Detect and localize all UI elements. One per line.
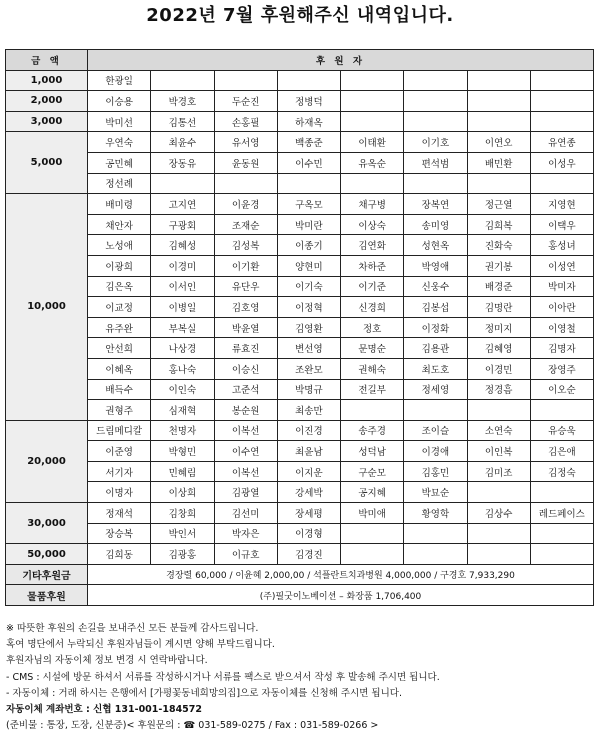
- amount-cell: 20,000: [6, 420, 88, 502]
- donor-name-cell: 이기준: [341, 276, 404, 297]
- donor-name-cell: 구순모: [341, 461, 404, 482]
- donor-name-cell: 조이슬: [404, 420, 467, 441]
- donor-name-cell: 채안자: [88, 214, 151, 235]
- donor-name-cell: 최도호: [404, 358, 467, 379]
- donor-name-cell: [151, 173, 214, 194]
- donor-name-cell: 김봉섭: [404, 297, 467, 318]
- donor-name-cell: 이명자: [88, 482, 151, 503]
- donor-name-cell: 심재혁: [151, 400, 214, 421]
- donor-name-cell: 노성애: [88, 235, 151, 256]
- donor-name-cell: 홍성녀: [530, 235, 593, 256]
- table-row: [6, 235, 594, 256]
- donor-name-cell: 송미영: [404, 214, 467, 235]
- donor-name-cell: 정호: [341, 317, 404, 338]
- amount-cell: 5,000: [6, 132, 88, 194]
- donor-name-cell: 박미선: [88, 111, 151, 132]
- donor-name-cell: [530, 111, 593, 132]
- donor-name-cell: [404, 91, 467, 112]
- donor-name-cell: 고지연: [151, 194, 214, 215]
- donor-name-cell: 김상수: [467, 503, 530, 524]
- donor-name-cell: [404, 111, 467, 132]
- donor-name-cell: [467, 482, 530, 503]
- donor-name-cell: [341, 173, 404, 194]
- donor-name-cell: 나상경: [151, 338, 214, 359]
- table-row: [6, 441, 594, 462]
- donor-name-cell: 장영주: [530, 358, 593, 379]
- donor-name-cell: 레드페이스: [530, 503, 593, 524]
- donor-name-cell: 홍나숙: [151, 358, 214, 379]
- donor-name-cell: [467, 111, 530, 132]
- donor-name-cell: 하재옥: [277, 111, 340, 132]
- donor-name-cell: 이경민: [467, 358, 530, 379]
- donor-name-cell: [151, 70, 214, 91]
- table-row: [6, 461, 594, 482]
- donor-name-cell: 김용관: [404, 338, 467, 359]
- donor-name-cell: 진화숙: [467, 235, 530, 256]
- donor-name-cell: 김창희: [151, 503, 214, 524]
- donor-name-cell: 배득수: [88, 379, 151, 400]
- donor-name-cell: 이규호: [214, 544, 277, 565]
- donor-name-cell: [530, 173, 593, 194]
- donor-name-cell: 이정혁: [277, 297, 340, 318]
- table-row: [6, 523, 594, 544]
- donor-name-cell: 장승복: [88, 523, 151, 544]
- donor-name-cell: 유승욱: [530, 420, 593, 441]
- donor-name-cell: [530, 523, 593, 544]
- donor-name-cell: 이기환: [214, 255, 277, 276]
- donor-name-cell: 정재석: [88, 503, 151, 524]
- donor-name-cell: [467, 544, 530, 565]
- note-account: [6, 702, 596, 718]
- donor-name-cell: 김홍민: [404, 461, 467, 482]
- donor-name-cell: 김경진: [277, 544, 340, 565]
- donor-name-cell: 이오순: [530, 379, 593, 400]
- donor-name-cell: [404, 544, 467, 565]
- donor-name-cell: 이경형: [277, 523, 340, 544]
- header-donor: 후 원 자: [88, 50, 594, 71]
- donor-name-cell: 우연숙: [88, 132, 151, 153]
- donor-name-cell: 김명자: [530, 338, 593, 359]
- header-amount: 금 액: [6, 50, 88, 71]
- donor-name-cell: [404, 70, 467, 91]
- table-row: [6, 420, 594, 441]
- donor-name-cell: 구옥모: [277, 194, 340, 215]
- donor-name-cell: [530, 70, 593, 91]
- donor-name-cell: 이성연: [530, 255, 593, 276]
- donor-name-cell: 김희복: [467, 214, 530, 235]
- other-donation-label: 기타후원금: [6, 564, 88, 585]
- donor-name-cell: 박경호: [151, 91, 214, 112]
- table-row: [6, 214, 594, 235]
- donor-name-cell: [341, 70, 404, 91]
- table-row: [6, 91, 594, 112]
- donor-name-cell: 이혜옥: [88, 358, 151, 379]
- donor-name-cell: 이경애: [404, 441, 467, 462]
- table-row: [6, 544, 594, 565]
- notes-section: [6, 621, 596, 734]
- table-row: [6, 379, 594, 400]
- donor-table-body: [6, 70, 594, 564]
- donor-name-cell: 최윤남: [277, 441, 340, 462]
- table-row: [6, 338, 594, 359]
- donor-name-cell: 박묘순: [404, 482, 467, 503]
- amount-cell: 2,000: [6, 91, 88, 112]
- donor-name-cell: [467, 91, 530, 112]
- donor-name-cell: 민혜림: [151, 461, 214, 482]
- donor-name-cell: 김은옥: [88, 276, 151, 297]
- donor-name-cell: 이연오: [467, 132, 530, 153]
- donor-name-cell: 이병일: [151, 297, 214, 318]
- donor-name-cell: 양현미: [277, 255, 340, 276]
- donor-name-cell: 부복실: [151, 317, 214, 338]
- donor-name-cell: 박명규: [277, 379, 340, 400]
- donor-name-cell: 서기자: [88, 461, 151, 482]
- page-title: 2022년 7월 후원해주신 내역입니다.: [146, 5, 454, 26]
- donor-name-cell: 천명자: [151, 420, 214, 441]
- donor-name-cell: 조재순: [214, 214, 277, 235]
- donor-name-cell: 김선미: [214, 503, 277, 524]
- donor-name-cell: 이복선: [214, 461, 277, 482]
- donor-name-cell: 이경미: [151, 255, 214, 276]
- table-row: [6, 503, 594, 524]
- donor-name-cell: [530, 544, 593, 565]
- donor-name-cell: 이승신: [214, 358, 277, 379]
- table-row: [6, 194, 594, 215]
- donor-name-cell: 이상숙: [341, 214, 404, 235]
- donor-name-cell: 이교정: [88, 297, 151, 318]
- table-row: [6, 358, 594, 379]
- donor-name-cell: 김성복: [214, 235, 277, 256]
- donor-name-cell: 백종준: [277, 132, 340, 153]
- donor-name-cell: 드림메디칼: [88, 420, 151, 441]
- donor-name-cell: 박미란: [277, 214, 340, 235]
- donor-name-cell: 배민환: [467, 152, 530, 173]
- table-row: [6, 400, 594, 421]
- donor-name-cell: [404, 173, 467, 194]
- donor-name-cell: 김연화: [341, 235, 404, 256]
- donor-name-cell: [467, 173, 530, 194]
- donor-name-cell: 이수연: [214, 441, 277, 462]
- donor-name-cell: 구광회: [151, 214, 214, 235]
- donor-name-cell: 신웅수: [404, 276, 467, 297]
- donor-name-cell: 이기호: [404, 132, 467, 153]
- amount-cell: 50,000: [6, 544, 88, 565]
- donor-name-cell: 김광홍: [151, 544, 214, 565]
- table-row: [6, 317, 594, 338]
- table-row: [6, 152, 594, 173]
- donor-name-cell: 김호영: [214, 297, 277, 318]
- donor-name-cell: [404, 523, 467, 544]
- goods-donation-label: 물품후원: [6, 585, 88, 606]
- donor-name-cell: 이서인: [151, 276, 214, 297]
- donor-name-cell: 봉순원: [214, 400, 277, 421]
- donor-name-cell: 이지운: [277, 461, 340, 482]
- donor-name-cell: [467, 400, 530, 421]
- amount-cell: 30,000: [6, 503, 88, 544]
- donor-name-cell: [341, 400, 404, 421]
- donor-name-cell: 박자은: [214, 523, 277, 544]
- donor-name-cell: 배미령: [88, 194, 151, 215]
- donor-name-cell: 이아란: [530, 297, 593, 318]
- donor-name-cell: 김미조: [467, 461, 530, 482]
- donor-name-cell: 박인서: [151, 523, 214, 544]
- donor-name-cell: 공민혜: [88, 152, 151, 173]
- donor-name-cell: 이태환: [341, 132, 404, 153]
- donor-name-cell: 윤동원: [214, 152, 277, 173]
- note-missing: 혹여 명단에서 누락되신 후원자님들이 계시면 양해 부탁드립니다.: [6, 639, 275, 651]
- goods-donation-text: (주)필굿이노베이션 – 화장품 1,706,400: [88, 585, 594, 606]
- donor-name-cell: 권형주: [88, 400, 151, 421]
- donor-name-cell: [530, 91, 593, 112]
- donor-name-cell: 전길부: [341, 379, 404, 400]
- donor-name-cell: 이택우: [530, 214, 593, 235]
- donor-name-cell: 정세영: [404, 379, 467, 400]
- donor-name-cell: 최송만: [277, 400, 340, 421]
- donor-name-cell: 이상희: [151, 482, 214, 503]
- table-row: [6, 482, 594, 503]
- donor-name-cell: 두순진: [214, 91, 277, 112]
- donor-name-cell: [214, 70, 277, 91]
- table-row: [6, 255, 594, 276]
- donor-name-cell: 유서영: [214, 132, 277, 153]
- donor-name-cell: [341, 544, 404, 565]
- donor-name-cell: 유연종: [530, 132, 593, 153]
- donor-name-cell: 이기숙: [277, 276, 340, 297]
- table-row: [6, 111, 594, 132]
- donor-name-cell: 이준영: [88, 441, 151, 462]
- donor-name-cell: 강세박: [277, 482, 340, 503]
- donor-name-cell: 김혜영: [467, 338, 530, 359]
- donor-name-cell: 이광희: [88, 255, 151, 276]
- donor-name-cell: 정미지: [467, 317, 530, 338]
- donor-name-cell: 장세평: [277, 503, 340, 524]
- donor-name-cell: [530, 400, 593, 421]
- donor-name-cell: 박영애: [404, 255, 467, 276]
- donor-name-cell: 편석범: [404, 152, 467, 173]
- donor-name-cell: 이성우: [530, 152, 593, 173]
- donor-name-cell: 채구병: [341, 194, 404, 215]
- donor-name-cell: 정병덕: [277, 91, 340, 112]
- donor-name-cell: [214, 173, 277, 194]
- donor-name-cell: [404, 400, 467, 421]
- donor-name-cell: 김명란: [467, 297, 530, 318]
- donor-name-cell: 신경희: [341, 297, 404, 318]
- donor-name-cell: 조완모: [277, 358, 340, 379]
- donor-name-cell: 박윤열: [214, 317, 277, 338]
- donor-name-cell: 이종기: [277, 235, 340, 256]
- donor-name-cell: 정근열: [467, 194, 530, 215]
- donor-name-cell: 장복연: [404, 194, 467, 215]
- account-number: 자동이체 계좌번호 : 신협 131-001-184572: [6, 704, 203, 716]
- donor-name-cell: [341, 91, 404, 112]
- donor-name-cell: 소연숙: [467, 420, 530, 441]
- donor-name-cell: 김은애: [530, 441, 593, 462]
- donor-name-cell: 김광열: [214, 482, 277, 503]
- donor-name-cell: 변선영: [277, 338, 340, 359]
- goods-donation-row: [6, 585, 594, 606]
- table-row: [6, 70, 594, 91]
- donor-name-cell: [530, 482, 593, 503]
- table-header-row: [6, 50, 594, 71]
- donor-name-cell: 이인숙: [151, 379, 214, 400]
- donor-name-cell: 권기봉: [467, 255, 530, 276]
- donor-name-cell: 유단우: [214, 276, 277, 297]
- amount-cell: 10,000: [6, 194, 88, 421]
- donor-name-cell: 황영학: [404, 503, 467, 524]
- donor-name-cell: 권해숙: [341, 358, 404, 379]
- donor-name-cell: 이복선: [214, 420, 277, 441]
- donor-name-cell: 차하준: [341, 255, 404, 276]
- donor-name-cell: 박미애: [341, 503, 404, 524]
- donor-name-cell: 공지혜: [341, 482, 404, 503]
- amount-cell: 1,000: [6, 70, 88, 91]
- donor-name-cell: 유옥순: [341, 152, 404, 173]
- donor-name-cell: [277, 70, 340, 91]
- donor-name-cell: 성현옥: [404, 235, 467, 256]
- donor-name-cell: 박미자: [530, 276, 593, 297]
- donor-name-cell: 이승용: [88, 91, 151, 112]
- donor-name-cell: [341, 111, 404, 132]
- donor-name-cell: 문명순: [341, 338, 404, 359]
- donor-name-cell: 성덕남: [341, 441, 404, 462]
- donor-name-cell: 이정화: [404, 317, 467, 338]
- donor-name-cell: 이윤경: [214, 194, 277, 215]
- donor-name-cell: 장동유: [151, 152, 214, 173]
- donor-name-cell: 한광일: [88, 70, 151, 91]
- other-donation-text: 경장렬 60,000 / 이윤혜 2,000,00 / 석플란트치과병원 4,000,000 / 구경호 7,933,290: [88, 564, 594, 585]
- donor-name-cell: 송주경: [341, 420, 404, 441]
- donor-name-cell: 김정숙: [530, 461, 593, 482]
- donor-table: [5, 49, 594, 606]
- donor-name-cell: 이인복: [467, 441, 530, 462]
- donor-name-cell: 김혜성: [151, 235, 214, 256]
- donor-name-cell: 손홍필: [214, 111, 277, 132]
- donor-name-cell: 고준석: [214, 379, 277, 400]
- donor-name-cell: 정선례: [88, 173, 151, 194]
- donor-name-cell: 김통선: [151, 111, 214, 132]
- donor-name-cell: 배경준: [467, 276, 530, 297]
- note-contact: 후원자님의 자동이체 정보 변경 시 연락바랍니다.: [6, 655, 208, 667]
- donor-name-cell: 이수민: [277, 152, 340, 173]
- table-row: [6, 276, 594, 297]
- donor-name-cell: 이영철: [530, 317, 593, 338]
- note-autotransfer: - 자동이체 : 거래 하시는 은행에서 [가평꽃동네희망의집]으로 자동이체를 신청해 주시면 됩니다.: [6, 687, 402, 699]
- table-row: [6, 173, 594, 194]
- table-row: [6, 132, 594, 153]
- note-inquiry: (준비물 : 통장, 도장, 신분증)< 후원문의 : ☎ 031-589-0275 / Fax : 031-589-0266 >: [6, 720, 379, 732]
- donor-name-cell: [467, 523, 530, 544]
- table-row: [6, 297, 594, 318]
- donor-name-cell: 최윤수: [151, 132, 214, 153]
- donor-name-cell: 류효진: [214, 338, 277, 359]
- other-donation-row: [6, 564, 594, 585]
- amount-cell: 3,000: [6, 111, 88, 132]
- donor-name-cell: [277, 173, 340, 194]
- donor-name-cell: 박형민: [151, 441, 214, 462]
- donor-name-cell: [341, 523, 404, 544]
- donor-name-cell: 김영환: [277, 317, 340, 338]
- donor-name-cell: 이진경: [277, 420, 340, 441]
- donor-name-cell: 유주완: [88, 317, 151, 338]
- note-thanks: ※ 따뜻한 후원의 손길을 보내주신 모든 분들께 감사드립니다.: [6, 623, 259, 634]
- donor-name-cell: [467, 70, 530, 91]
- note-cms: - CMS : 시설에 방문 하셔서 서류를 작성하시거나 서류를 팩스로 받으셔서 작성 후 발송해 주시면 됩니다.: [6, 671, 440, 683]
- donor-name-cell: 지영현: [530, 194, 593, 215]
- donor-name-cell: 안선희: [88, 338, 151, 359]
- donor-name-cell: 정경흠: [467, 379, 530, 400]
- donor-name-cell: 김희동: [88, 544, 151, 565]
